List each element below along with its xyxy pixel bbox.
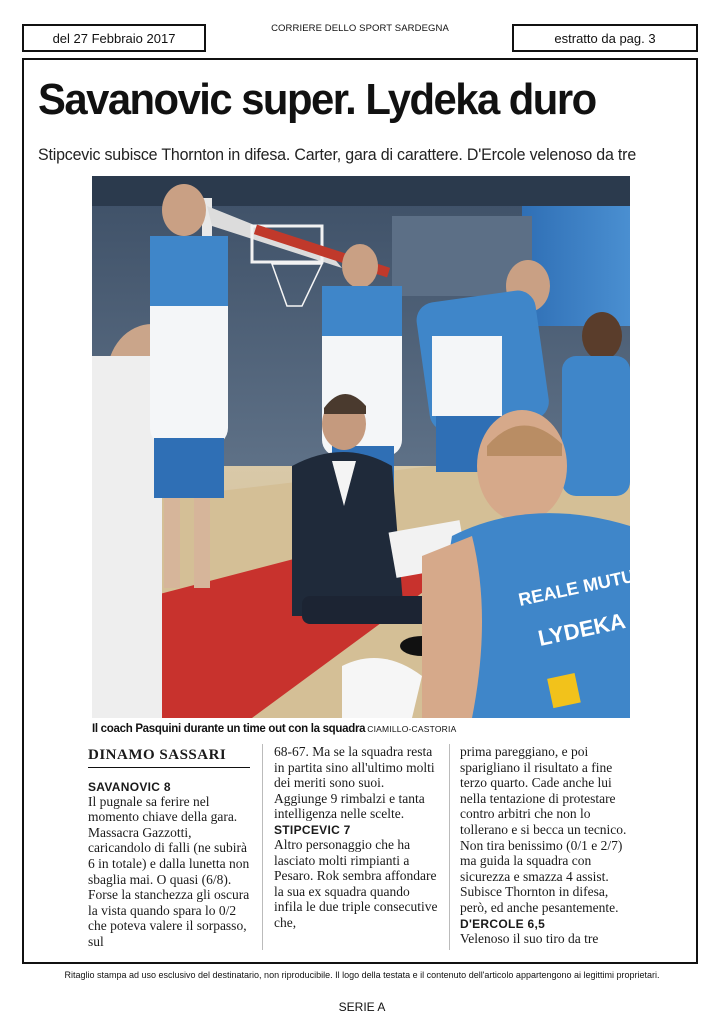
team-heading: DINAMO SASSARI [88, 746, 250, 768]
copyright-disclaimer: Ritaglio stampa ad uso esclusivo del destinatario, non riproducibile. Il logo della testata e il contenuto dell'articolo appartengono ai legittimi proprietari. [64, 970, 660, 980]
page-reference-box [512, 24, 698, 52]
section-label: SERIE A [338, 1000, 386, 1014]
date-text: del 27 Febbraio 2017 [52, 30, 176, 46]
article-subhead: Stipcevic subisce Thornton in difesa. Carter, gara di carattere. D'Ercole velenoso da tre [38, 145, 637, 164]
date-box [22, 24, 206, 52]
article-column-2 [274, 744, 440, 931]
player-name-stipcevic: STIPCEVIC 7 [274, 822, 351, 837]
masthead: CORRIERE DELLO SPORT SARDEGNA [271, 23, 449, 34]
paragraph-stipcevic: Altro personaggio che ha lasciato molti rimpianti a Pesaro. Rok sembra affondare la sua ex squadra quando infila le due triple consecutive che, [274, 836, 438, 930]
paragraph-savanovic-cont: 68-67. Ma se la squadra resta in partita sino all'ultimo molti dei meriti sono suoi. Aggiunge 9 rimbalzi e tanta intelligenza nelle scelte. [274, 744, 435, 822]
caption-text: Il coach Pasquini durante un time out con la squadra [92, 723, 366, 735]
article-photo [92, 176, 649, 718]
player-name-dercole: D'ERCOLE 6,5 [460, 916, 546, 931]
article-frame [22, 58, 698, 964]
paragraph-dercole: Velenoso il suo tiro da tre [460, 930, 599, 946]
photo-credit: CIAMILLO-CASTORIA [367, 724, 457, 734]
article-headline: Savanovic super. Lydeka duro [38, 75, 596, 124]
jersey-name-text: LYDEKA [535, 608, 628, 651]
jersey-sponsor-text: REALE MUTUA [516, 563, 649, 610]
article-column-3 [460, 744, 632, 946]
photo-caption [92, 722, 632, 737]
paragraph-stipcevic-cont: prima pareggiano, e poi sparigliano il risultato a fine terzo quarto. Cade anche lui nella tentazione di protestare contro arbitri che non lo tollerano e si becca un tecnico. Non tira benissimo (0/1 e 2/7) ma guida la squadra con sicurezza e smazza 4 assist. Subisce Thornton in difesa, però, ed anche pesantemente. [460, 744, 627, 915]
column-divider [262, 744, 263, 950]
article-column-1 [88, 744, 250, 950]
paragraph-savanovic: Il pugnale sa ferire nel momento chiave della gara. Massacra Gazzotti, caricandolo di falli (ne subirà 6 in totale) e dalla lunetta non sbaglia mai. O quasi (6/8). Forse la stanchezza gli oscura la vista quando spara lo 0/2 che poteva valere il sorpasso, sul [88, 793, 250, 949]
player-name-savanovic: SAVANOVIC 8 [88, 779, 171, 794]
page-reference-text: estratto da pag. 3 [554, 30, 656, 46]
column-divider [449, 744, 450, 950]
